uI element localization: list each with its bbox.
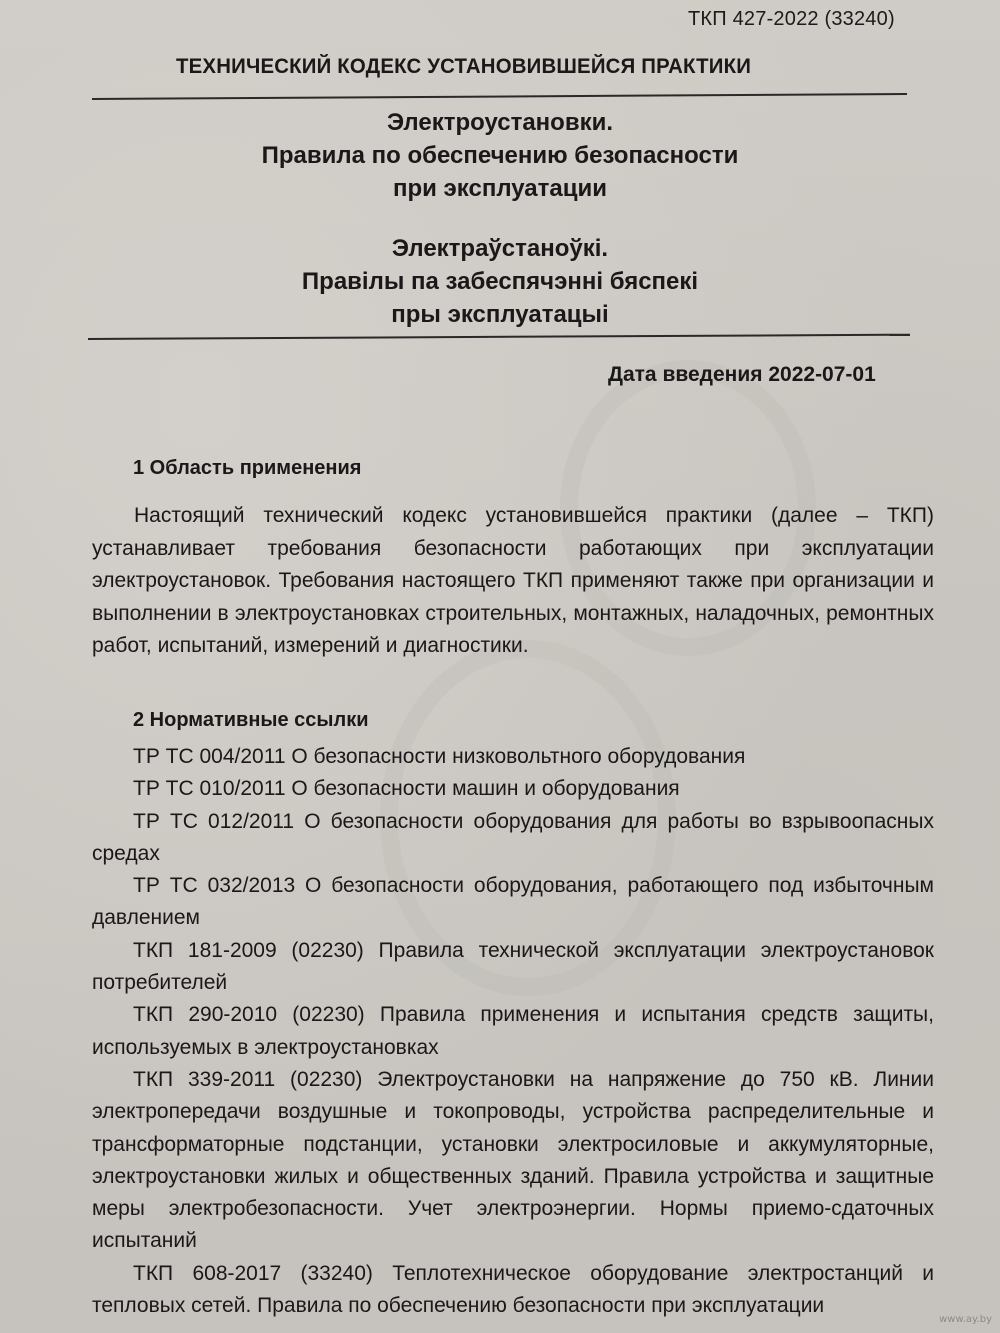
watermark: www.ay.by [939,1314,992,1325]
reference-item: ТКП 339-2011 (02230) Электроустановки на напряжение до 750 кВ. Линии электропередачи воздушные и токопроводы, устройства распределительные и трансформаторные подстанции, установки электросиловые и аккумуляторные, электроустановки жилых и общественных зданий. Правила устройства и защитные меры электробезопасности. Учет электроэнергии. Нормы приемо-сдаточных испытаний [92,1067,934,1253]
section-1-heading: 1 Область применения [133,457,362,479]
title-belarusian-line: Электраўстаноўкі. [391,235,609,262]
divider-top [92,93,907,100]
reference-item: ТКП 290-2010 (02230) Правила применения и испытания средств защиты, используемых в электроустановках [92,1003,934,1059]
section-1-paragraph: Настоящий технический кодекс установившейся практики (далее – ТКП) устанавливает требования безопасности работающих при эксплуатации электроустановок. Требования настоящего ТКП применяют также при организации и выполнении в электроустановках строительных, монтажных, наладочных, ремонтных работ, испытаний, измерений и диагностики. [92,504,934,657]
title-russian-line: Электроустановки. [386,109,614,136]
reference-item: ТКП 181-2009 (02230) Правила технической эксплуатации электроустановок потребителей [92,938,934,995]
section-2-heading: 2 Нормативные ссылки [133,709,369,731]
title-belarusian [0,232,1000,331]
title-belarusian-line: Правілы па забеспячэнні бяспекі [301,268,699,295]
divider-bottom [88,334,910,340]
title-russian-line: при эксплуатации [392,175,608,202]
title-russian-line: Правила по обеспечению безопасности [261,142,739,169]
document-type-heading: ТЕХНИЧЕСКИЙ КОДЕКС УСТАНОВИВШЕЙСЯ ПРАКТИКИ [176,55,752,78]
normative-references-list [92,741,934,1322]
introduction-date: Дата введения 2022-07-01 [608,363,876,386]
reference-item: ТР ТС 032/2013 О безопасности оборудования, работающего под избыточным давлением [92,874,934,930]
title-belarusian-line: пры эксплуатацыі [391,301,609,328]
reference-item: ТР ТС 004/2011 О безопасности низковольтного оборудования [133,745,746,768]
title-russian [0,106,1000,205]
reference-item: ТР ТС 012/2011 О безопасности оборудования для работы во взрывоопасных средах [92,809,934,865]
document-code: ТКП 427-2022 (33240) [688,8,895,30]
reference-item: ТКП 608-2017 (33240) Теплотехническое оборудование электростанций и тепловых сетей. Правила по обеспечению безопасности при эксплуатации [92,1261,934,1318]
reference-item: ТР ТС 010/2011 О безопасности машин и оборудования [133,777,680,801]
